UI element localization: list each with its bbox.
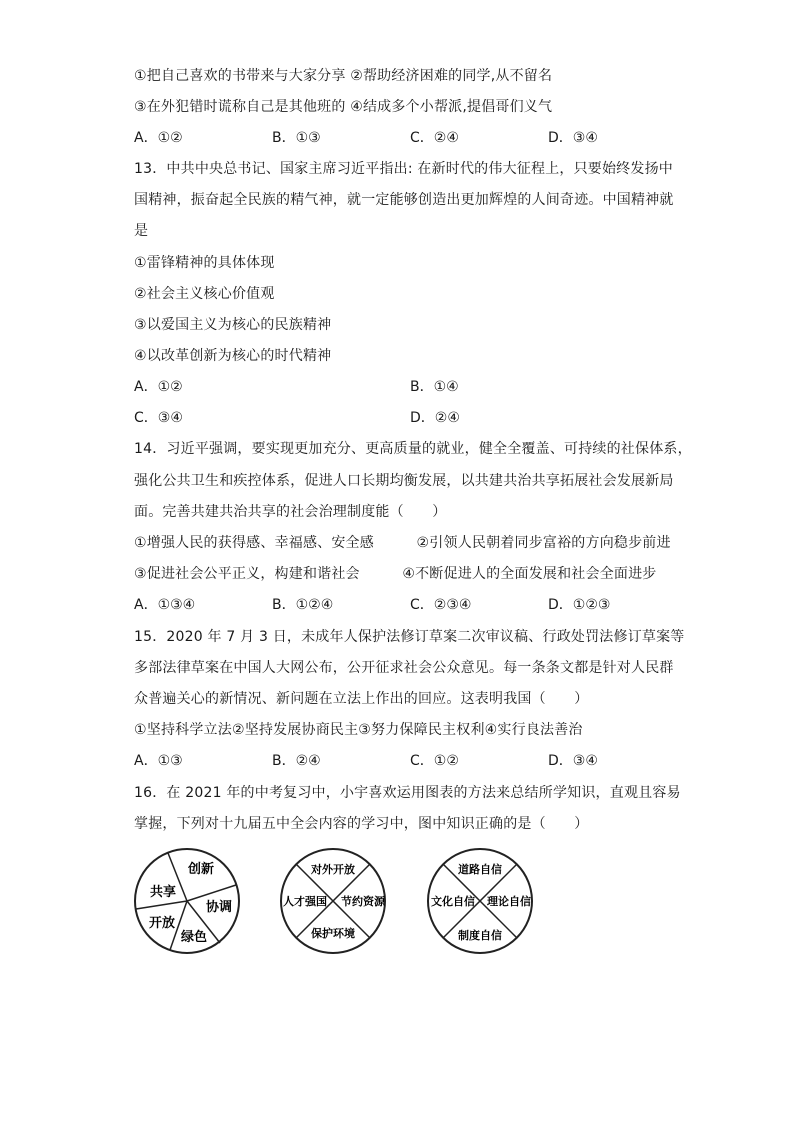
circle-diagram-2 [281,849,386,953]
q13-option-b[interactable]: B．①④ [410,379,459,395]
circle-2-label-bottom: 保护环境 [311,927,355,940]
q15-option-c[interactable]: C．①② [410,753,459,769]
q13-stem-line-3: 是 [134,223,149,239]
circle-1-label-sharing: 共享 [149,885,177,900]
q15-stem-line-1: 15．2020 年 7 月 3 日，未成年人保护法修订草案二次审议稿、行政处罚法修订草案等 [134,629,685,645]
q14-option-c[interactable]: C．②③④ [410,597,472,613]
q16-diagram-svg [130,843,550,963]
q14-items-line-2: ③促进社会公平正义，构建和谐社会 ④不断促进人的全面发展和社会全面进步 [134,566,657,582]
circle-2-label-right: 节约资源 [341,895,385,908]
q12-option-a[interactable]: A．①② [134,130,183,146]
q14-option-b[interactable]: B．①②④ [272,597,334,613]
circle-3-label-left: 文化自信 [431,895,475,908]
q14-option-d[interactable]: D．①②③ [548,597,611,613]
q12-item-line-2: ③在外犯错时谎称自己是其他班的 ④结成多个小帮派,提倡哥们义气 [134,99,553,115]
q12-option-b[interactable]: B．①③ [272,130,321,146]
q14-stem-line-2: 强化公共卫生和疾控体系，促进人口长期均衡发展，以共建共治共享拓展社会发展新局 [134,473,674,489]
q14-items-line-1: ①增强人民的获得感、幸福感、安全感 ②引领人民朝着同步富裕的方向稳步前进 [134,535,671,551]
q13-stem-line-1: 13．中共中央总书记、国家主席习近平指出: 在新时代的伟大征程上，只要始终发扬中 [134,161,673,177]
circle-2-label-top: 对外开放 [311,863,355,876]
q15-stem-line-3: 众普遍关心的新情况、新问题在立法上作出的回应。这表明我国（ ） [134,691,589,707]
q12-item-line-1: ①把自己喜欢的书带来与大家分享 ②帮助经济困难的同学,从不留名 [134,68,553,84]
circle-2-label-left: 人才强国 [283,895,327,908]
q16-stem-line-1: 16．在 2021 年的中考复习中，小宇喜欢运用图表的方法来总结所学知识，直观且容易 [134,785,681,801]
q13-option-d[interactable]: D．②④ [410,410,460,426]
q15-option-b[interactable]: B．②④ [272,753,321,769]
q13-item-4: ④以改革创新为核心的时代精神 [134,348,332,364]
circle-1-label-openness: 开放 [148,916,176,931]
q16-diagrams [130,843,550,963]
q14-stem-line-1: 14．习近平强调，要实现更加充分、更高质量的就业，健全全覆盖、可持续的社保体系， [134,441,692,457]
q16-stem-line-2: 掌握，下列对十九届五中全会内容的学习中，图中知识正确的是（ ） [134,816,589,832]
q15-stem-line-2: 多部法律草案在中国人大网公布，公开征求社会公众意见。每一条条文都是针对人民群 [134,660,674,676]
circle-diagram-3 [428,849,532,953]
circle-3-label-bottom: 制度自信 [458,929,502,942]
circle-diagram-1 [135,849,239,953]
q15-option-d[interactable]: D．③④ [548,753,598,769]
q15-option-a[interactable]: A．①③ [134,753,183,769]
circle-1-divider [136,901,187,909]
circle-3-label-top: 道路自信 [458,863,502,876]
circle-3-label-right: 理论自信 [487,895,531,908]
q12-option-d[interactable]: D．③④ [548,130,598,146]
q13-item-2: ②社会主义核心价值观 [134,286,275,302]
circle-1-label-green: 绿色 [180,930,208,945]
q13-item-3: ③以爱国主义为核心的民族精神 [134,317,332,333]
q13-option-a[interactable]: A．①② [134,379,183,395]
q14-option-a[interactable]: A．①③④ [134,597,196,613]
circle-1-label-innovation: 创新 [187,862,215,877]
q13-item-1: ①雷锋精神的具体体现 [134,255,275,271]
q15-items-line: ①坚持科学立法②坚持发展协商民主③努力保障民主权利④实行良法善治 [134,722,583,738]
q13-option-c[interactable]: C．③④ [134,410,183,426]
circle-1-divider [187,885,236,901]
q12-option-c[interactable]: C．②④ [410,130,459,146]
circle-1-label-coordination: 协调 [205,900,233,915]
q13-stem-line-2: 国精神，振奋起全民族的精气神，就一定能够创造出更加辉煌的人间奇迹。中国精神就 [134,192,674,208]
q14-stem-line-3: 面。完善共建共治共享的社会治理制度能（ ） [134,504,447,520]
